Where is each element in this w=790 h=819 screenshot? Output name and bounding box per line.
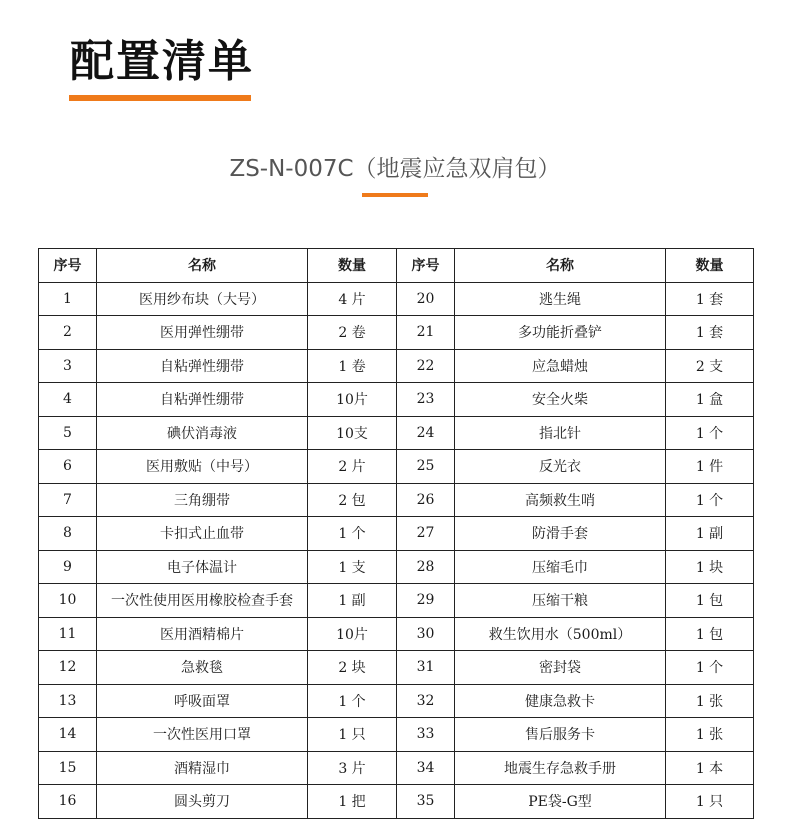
title-underline bbox=[69, 95, 251, 101]
item-name: 一次性使用医用橡胶检查手套 bbox=[97, 584, 308, 618]
header-qty-right: 数量 bbox=[666, 249, 754, 283]
item-number: 7 bbox=[39, 483, 97, 517]
item-quantity: 1 只 bbox=[308, 718, 397, 752]
table-row bbox=[39, 416, 754, 450]
header-name-right: 名称 bbox=[455, 249, 666, 283]
item-name: 自粘弹性绷带 bbox=[97, 349, 308, 383]
table-row bbox=[39, 383, 754, 417]
table-row bbox=[39, 282, 754, 316]
item-number: 32 bbox=[397, 684, 455, 718]
item-number: 1 bbox=[39, 282, 97, 316]
item-quantity: 1 把 bbox=[308, 785, 397, 819]
item-quantity: 1 套 bbox=[666, 282, 754, 316]
table-row bbox=[39, 550, 754, 584]
header-no-left: 序号 bbox=[39, 249, 97, 283]
item-number: 26 bbox=[397, 483, 455, 517]
item-number: 23 bbox=[397, 383, 455, 417]
item-name: 压缩毛巾 bbox=[455, 550, 666, 584]
item-name: 压缩干粮 bbox=[455, 584, 666, 618]
item-name: 电子体温计 bbox=[97, 550, 308, 584]
item-name: 防滑手套 bbox=[455, 517, 666, 551]
item-name: 救生饮用水（500ml） bbox=[455, 617, 666, 651]
table-row bbox=[39, 751, 754, 785]
header-no-right: 序号 bbox=[397, 249, 455, 283]
item-quantity: 2 支 bbox=[666, 349, 754, 383]
item-number: 8 bbox=[39, 517, 97, 551]
item-quantity: 10片 bbox=[308, 617, 397, 651]
item-name: 自粘弹性绷带 bbox=[97, 383, 308, 417]
item-name: 地震生存急救手册 bbox=[455, 751, 666, 785]
item-quantity: 10支 bbox=[308, 416, 397, 450]
item-number: 30 bbox=[397, 617, 455, 651]
item-name: 健康急救卡 bbox=[455, 684, 666, 718]
item-number: 12 bbox=[39, 651, 97, 685]
item-quantity: 1 个 bbox=[666, 483, 754, 517]
item-name: 逃生绳 bbox=[455, 282, 666, 316]
item-quantity: 1 个 bbox=[308, 684, 397, 718]
item-name: 圆头剪刀 bbox=[97, 785, 308, 819]
item-name: 三角绷带 bbox=[97, 483, 308, 517]
item-number: 13 bbox=[39, 684, 97, 718]
table-row bbox=[39, 684, 754, 718]
item-quantity: 2 卷 bbox=[308, 316, 397, 350]
item-quantity: 1 只 bbox=[666, 785, 754, 819]
item-name: 酒精湿巾 bbox=[97, 751, 308, 785]
item-number: 28 bbox=[397, 550, 455, 584]
item-quantity: 1 个 bbox=[666, 416, 754, 450]
item-name: 医用纱布块（大号） bbox=[97, 282, 308, 316]
item-name: 一次性医用口罩 bbox=[97, 718, 308, 752]
item-name: 急救毯 bbox=[97, 651, 308, 685]
item-number: 5 bbox=[39, 416, 97, 450]
item-quantity: 1 块 bbox=[666, 550, 754, 584]
item-quantity: 1 套 bbox=[666, 316, 754, 350]
table-row bbox=[39, 785, 754, 819]
item-quantity: 1 张 bbox=[666, 718, 754, 752]
item-number: 10 bbox=[39, 584, 97, 618]
item-number: 33 bbox=[397, 718, 455, 752]
header-qty-left: 数量 bbox=[308, 249, 397, 283]
header-name-left: 名称 bbox=[97, 249, 308, 283]
item-name: PE袋-G型 bbox=[455, 785, 666, 819]
item-name: 碘伏消毒液 bbox=[97, 416, 308, 450]
inventory-table bbox=[38, 248, 754, 819]
item-name: 医用酒精棉片 bbox=[97, 617, 308, 651]
subtitle-underline bbox=[362, 193, 428, 197]
item-name: 呼吸面罩 bbox=[97, 684, 308, 718]
item-quantity: 1 个 bbox=[308, 517, 397, 551]
item-name: 反光衣 bbox=[455, 450, 666, 484]
product-subtitle: ZS-N-007C（地震应急双肩包） bbox=[229, 156, 561, 182]
item-name: 高频救生哨 bbox=[455, 483, 666, 517]
table-header-row bbox=[39, 249, 754, 283]
item-number: 29 bbox=[397, 584, 455, 618]
item-name: 医用敷贴（中号） bbox=[97, 450, 308, 484]
page-title: 配置清单 bbox=[70, 36, 254, 87]
item-number: 34 bbox=[397, 751, 455, 785]
item-quantity: 1 副 bbox=[308, 584, 397, 618]
item-quantity: 1 个 bbox=[666, 651, 754, 685]
item-number: 9 bbox=[39, 550, 97, 584]
item-quantity: 1 支 bbox=[308, 550, 397, 584]
item-number: 21 bbox=[397, 316, 455, 350]
item-name: 应急蜡烛 bbox=[455, 349, 666, 383]
item-number: 25 bbox=[397, 450, 455, 484]
item-number: 31 bbox=[397, 651, 455, 685]
item-quantity: 1 包 bbox=[666, 584, 754, 618]
item-name: 卡扣式止血带 bbox=[97, 517, 308, 551]
item-number: 24 bbox=[397, 416, 455, 450]
item-number: 22 bbox=[397, 349, 455, 383]
item-name: 医用弹性绷带 bbox=[97, 316, 308, 350]
item-name: 密封袋 bbox=[455, 651, 666, 685]
table-row bbox=[39, 483, 754, 517]
item-quantity: 1 件 bbox=[666, 450, 754, 484]
table-row bbox=[39, 349, 754, 383]
item-quantity: 2 包 bbox=[308, 483, 397, 517]
item-quantity: 2 块 bbox=[308, 651, 397, 685]
item-quantity: 2 片 bbox=[308, 450, 397, 484]
item-number: 15 bbox=[39, 751, 97, 785]
item-number: 4 bbox=[39, 383, 97, 417]
table-row bbox=[39, 450, 754, 484]
item-number: 6 bbox=[39, 450, 97, 484]
item-quantity: 1 包 bbox=[666, 617, 754, 651]
item-quantity: 10片 bbox=[308, 383, 397, 417]
item-number: 27 bbox=[397, 517, 455, 551]
table-row bbox=[39, 584, 754, 618]
item-number: 20 bbox=[397, 282, 455, 316]
item-name: 多功能折叠铲 bbox=[455, 316, 666, 350]
item-number: 14 bbox=[39, 718, 97, 752]
item-quantity: 3 片 bbox=[308, 751, 397, 785]
item-number: 35 bbox=[397, 785, 455, 819]
item-quantity: 1 副 bbox=[666, 517, 754, 551]
item-name: 指北针 bbox=[455, 416, 666, 450]
item-number: 16 bbox=[39, 785, 97, 819]
item-number: 11 bbox=[39, 617, 97, 651]
table-row bbox=[39, 718, 754, 752]
item-quantity: 4 片 bbox=[308, 282, 397, 316]
item-number: 3 bbox=[39, 349, 97, 383]
table-row bbox=[39, 316, 754, 350]
item-quantity: 1 本 bbox=[666, 751, 754, 785]
item-name: 安全火柴 bbox=[455, 383, 666, 417]
table-row bbox=[39, 617, 754, 651]
item-quantity: 1 张 bbox=[666, 684, 754, 718]
item-number: 2 bbox=[39, 316, 97, 350]
item-quantity: 1 卷 bbox=[308, 349, 397, 383]
table-row bbox=[39, 651, 754, 685]
item-quantity: 1 盒 bbox=[666, 383, 754, 417]
table-row bbox=[39, 517, 754, 551]
item-name: 售后服务卡 bbox=[455, 718, 666, 752]
